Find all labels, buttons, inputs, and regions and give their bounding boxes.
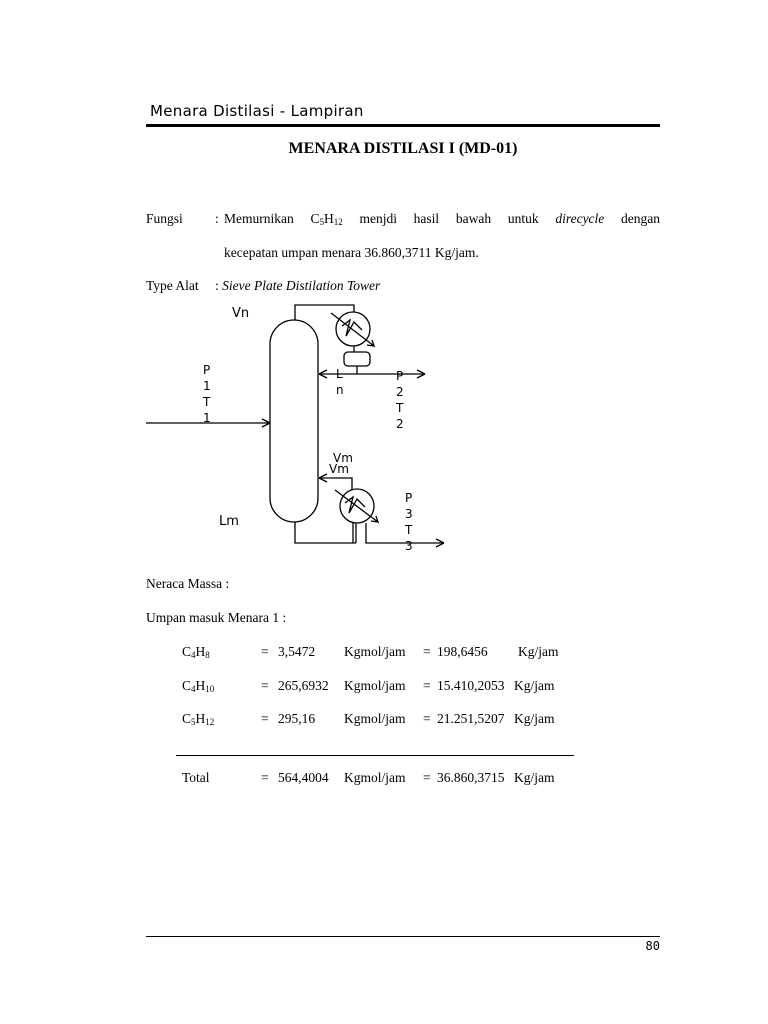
equals-sign: = — [423, 678, 431, 693]
kg-unit: Kg/jam — [518, 644, 559, 659]
label-p3t3-4: 3 — [405, 539, 413, 553]
component-formula: C4H10 — [182, 678, 215, 694]
label-vm-a: Vm — [333, 451, 353, 465]
kgmol-unit: Kgmol/jam — [344, 644, 406, 659]
label-p1t1-4: 1 — [203, 411, 211, 425]
kg-value: 21.251,5207 — [437, 711, 505, 726]
kgmol-value: 295,16 — [278, 711, 316, 726]
fungsi-label: Fungsi — [146, 211, 183, 226]
formula-c5h12: C5H12 — [310, 211, 343, 227]
kgmol-value: 3,5472 — [278, 644, 316, 659]
label-ln-2: n — [336, 383, 344, 397]
document-title: MENARA DISTILASI I (MD-01) — [288, 140, 518, 157]
accumulator-drum — [344, 352, 370, 366]
label-vn: Vn — [232, 306, 250, 321]
fungsi-colon: : — [215, 211, 219, 226]
total-rule — [176, 755, 574, 756]
kg-value: 15.410,2053 — [437, 678, 505, 693]
total-label: Total — [182, 770, 210, 785]
kg-value: 36.860,3715 — [437, 770, 505, 785]
type-alat-name: Sieve Plate Distilation Tower — [222, 278, 381, 293]
label-p2t2-3: T — [396, 401, 404, 415]
equals-sign: = — [423, 770, 431, 785]
kg-unit: Kg/jam — [514, 770, 555, 785]
label-p1t1-1: P — [203, 363, 211, 377]
neraca-massa-heading: Neraca Massa : — [146, 576, 230, 591]
equals-sign: = — [423, 711, 431, 726]
fungsi-text-line2: kecepatan umpan menara 36.860,3711 Kg/jam. — [224, 245, 479, 260]
fungsi-word: bawah — [455, 211, 492, 226]
component-formula: C4H8 — [182, 644, 210, 660]
kgmol-value: 265,6932 — [278, 678, 329, 693]
equals-sign: = — [423, 644, 431, 659]
kgmol-unit: Kgmol/jam — [344, 711, 406, 726]
label-lm: Lm — [219, 514, 239, 529]
type-alat-label: Type Alat — [146, 278, 199, 293]
kgmol-unit: Kgmol/jam — [344, 678, 406, 693]
equals-sign: = — [261, 678, 269, 693]
condenser-icon — [336, 312, 370, 346]
label-p3t3-2: 3 — [405, 507, 413, 521]
fungsi-word: dengan — [621, 211, 660, 226]
kg-unit: Kg/jam — [514, 711, 555, 726]
fungsi-word: menjdi — [359, 211, 397, 226]
kg-unit: Kg/jam — [514, 678, 555, 693]
label-p2t2-2: 2 — [396, 385, 404, 399]
type-alat-value: : Sieve Plate Distilation Tower — [215, 278, 381, 293]
label-p1t1-2: 1 — [203, 379, 211, 393]
footer-rule — [146, 936, 660, 937]
component-formula: C5H12 — [182, 711, 215, 727]
label-p1t1-3: T — [203, 395, 211, 409]
vapour-line-top — [295, 305, 354, 320]
fungsi-word: hasil — [413, 211, 440, 226]
label-p2t2-1: P — [396, 369, 404, 383]
distillation-column — [270, 320, 318, 522]
equals-sign: = — [261, 711, 269, 726]
running-header: Menara Distilasi - Lampiran — [150, 102, 364, 120]
label-p3t3-1: P — [405, 491, 413, 505]
label-p3t3-3: T — [405, 523, 413, 537]
page-number: 80 — [645, 939, 660, 953]
equals-sign: = — [261, 644, 269, 659]
kgmol-value: 564,4004 — [278, 770, 329, 785]
equals-sign: = — [261, 770, 269, 785]
kgmol-unit: Kgmol/jam — [344, 770, 406, 785]
fungsi-word: Memurnikan — [224, 211, 294, 226]
label-p2t2-4: 2 — [396, 417, 404, 431]
fungsi-word-italic: direcycle — [555, 211, 605, 226]
kg-value: 198,6456 — [437, 644, 488, 659]
fungsi-word: untuk — [507, 211, 539, 226]
label-vm-b: Vm — [329, 462, 349, 476]
label-ln-1: L — [336, 367, 343, 381]
umpan-heading: Umpan masuk Menara 1 : — [146, 610, 287, 625]
